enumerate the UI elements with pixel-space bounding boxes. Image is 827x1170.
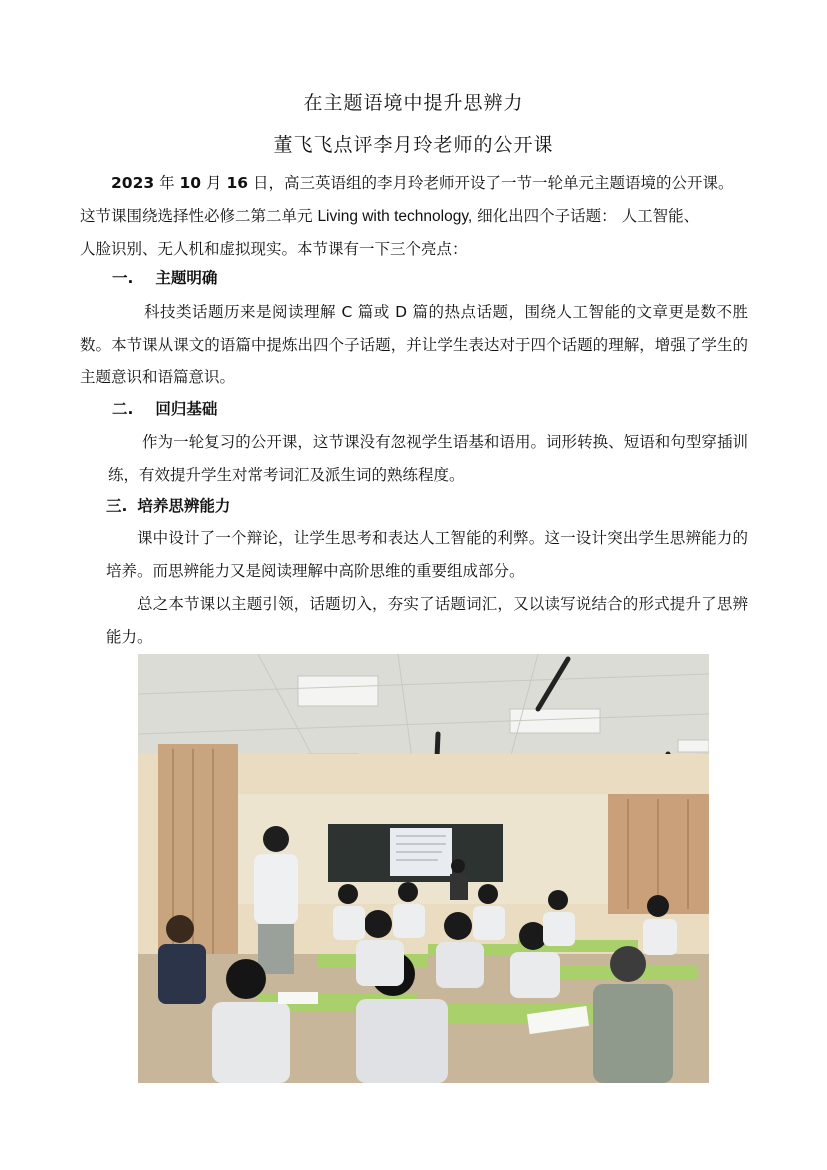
intro-line2a: 这节课围绕选择性必修二第二单元 [80,206,318,225]
intro-paragraph [80,167,748,266]
conclusion-paragraph: 总之本节课以主题引领，话题切入，夯实了话题词汇，又以读写说结合的形式提升了思辨能力。 [106,595,748,646]
section-body-3: 课中设计了一个辩论，让学生思考和表达人工智能的利弊。这一设计突出学生思辨能力的培养。而思辨能力又是阅读理解中高阶思维的重要组成部分。 [106,529,748,580]
section-title-2: 回归基础 [155,400,218,418]
intro-line3: 人脸识别、无人机和虚拟现实。本节课有一下三个亮点： [80,240,468,258]
section-body-1: 科技类话题历来是阅读理解 C 篇或 D 篇的热点话题，围绕人工智能的文章更是数不胜数。本节课从课文的语篇中提炼出四个子话题，并让学生表达对于四个话题的理解，增强了学生的主题意识和语篇意识。 [80,303,748,386]
section-body-2: 作为一轮复习的公开课，这节课没有忽视学生语基和语用。词形转换、短语和句型穿插训练，有效提升学生对常考词汇及派生词的熟练程度。 [108,433,748,484]
date-year: 2023 [111,174,155,192]
unit-name: Living with technology, [317,207,473,225]
section-title-1: 主题明确 [155,269,218,287]
document-subtitle: 董飞飞点评李月玲老师的公开课 [273,134,554,156]
date-day-unit: 日， [248,174,284,192]
date-month-unit: 月 [201,174,227,192]
section-number-1: 一. [112,269,134,287]
section-heading-2 [112,397,217,419]
classroom-photo [138,654,709,1083]
intro-line2b: 细化出四个子话题： 人工智能、 [472,206,700,225]
classroom-photo-icon [138,654,709,1083]
section-heading-1 [112,266,217,288]
document-title: 在主题语境中提升思辨力 [303,92,524,114]
section-number-3: 三. [106,497,128,515]
section-title-3: 培养思辨能力 [137,497,231,515]
date-day: 16 [226,174,249,192]
section-heading-3 [106,494,230,516]
intro-line1: 高三英语组的李月玲老师开设了一节一轮单元主题语境的公开课。 [283,174,734,192]
date-year-unit: 年 [154,174,180,192]
section-number-2: 二. [112,400,134,418]
date-month: 10 [179,174,202,192]
